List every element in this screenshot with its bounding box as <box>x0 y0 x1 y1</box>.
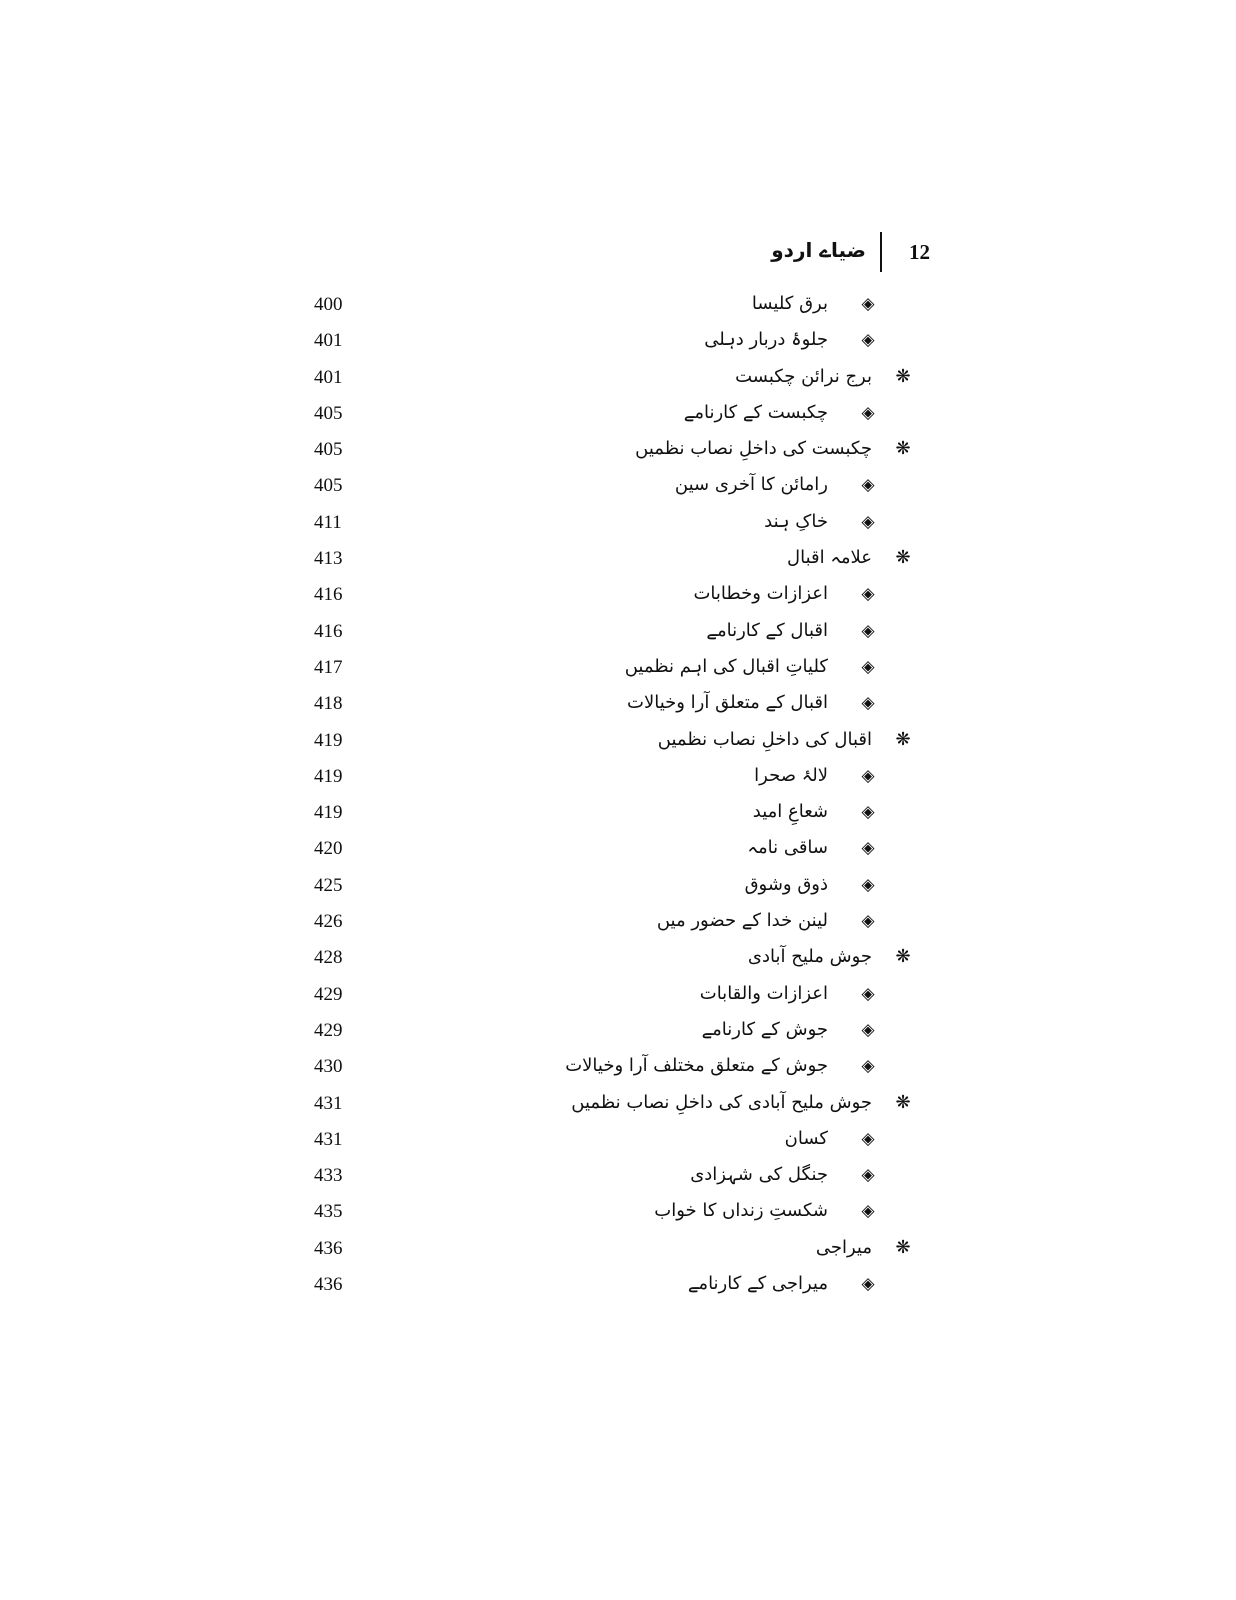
toc-entry-row <box>0 617 1236 653</box>
toc-heading-row <box>0 435 1236 471</box>
toc-entry-row <box>0 290 1236 326</box>
toc-entry-title: جلوۂ دربار دہلی <box>704 329 828 351</box>
toc-page-number: 416 <box>314 620 343 642</box>
toc-page-number: 411 <box>314 511 342 533</box>
toc-page-number: 419 <box>314 765 343 787</box>
toc-entry-title: لینن خدا کے حضور میں <box>656 910 828 932</box>
diamond-bullet-icon: ◈ <box>861 620 875 641</box>
toc-heading-row <box>0 363 1236 399</box>
diamond-bullet-icon: ◈ <box>861 802 875 823</box>
toc-entry-title: جنگل کی شہزادی <box>690 1164 828 1186</box>
toc-page-number: 405 <box>314 439 343 461</box>
toc-entry-row <box>0 762 1236 798</box>
toc-entry-title: اقبال کے متعلق آرا وخیالات <box>627 692 828 714</box>
header-divider <box>880 232 882 272</box>
toc-entry-title: برج نرائن چکبست <box>735 365 872 387</box>
toc-page-number: 429 <box>314 983 343 1005</box>
diamond-bullet-icon: ◈ <box>861 475 875 496</box>
toc-entry-title: اعزازات وخطابات <box>693 583 828 605</box>
toc-entry-title: برق کلیسا <box>751 293 828 314</box>
toc-entry-title: شکستِ زنداں کا خواب <box>654 1200 828 1222</box>
toc-page-number: 413 <box>314 548 343 570</box>
toc-entry-title: جوش کے کارنامے <box>701 1018 828 1040</box>
toc-page-number: 428 <box>314 947 343 969</box>
toc-entry-row <box>0 471 1236 507</box>
toc-entry-row <box>0 980 1236 1016</box>
toc-page-number: 419 <box>314 729 343 751</box>
toc-entry-title: چکبست کی داخلِ نصاب نظمیں <box>635 438 872 460</box>
toc-entry-row <box>0 798 1236 834</box>
diamond-bullet-icon: ◈ <box>861 1019 875 1040</box>
toc-entry-row <box>0 580 1236 616</box>
diamond-bullet-icon: ◈ <box>861 1056 875 1077</box>
toc-entry-title: خاکِ ہند <box>764 510 828 532</box>
toc-entry-row <box>0 871 1236 907</box>
toc-entry-row <box>0 1197 1236 1233</box>
toc-page-number: 436 <box>314 1237 343 1259</box>
toc-page-number: 416 <box>314 584 343 606</box>
toc-entry-row <box>0 326 1236 362</box>
toc-entry-title: شعاعِ امید <box>752 801 828 823</box>
toc-entry-title: جوش ملیح آبادی <box>747 946 872 968</box>
diamond-bullet-icon: ◈ <box>861 1128 875 1149</box>
toc-page-number: 425 <box>314 874 343 896</box>
toc-page-number: 431 <box>314 1092 343 1114</box>
diamond-bullet-icon: ◈ <box>861 838 875 859</box>
diamond-bullet-icon: ◈ <box>861 1201 875 1222</box>
toc-heading-row <box>0 726 1236 762</box>
toc-entry-title: رامائن کا آخری سین <box>674 474 828 496</box>
toc-page-number: 436 <box>314 1274 343 1296</box>
diamond-bullet-icon: ◈ <box>861 911 875 932</box>
toc-entry-title: چکبست کے کارنامے <box>683 401 828 423</box>
diamond-bullet-icon: ◈ <box>861 294 875 314</box>
toc-entry-row <box>0 907 1236 943</box>
diamond-bullet-icon: ◈ <box>861 656 875 677</box>
toc-entry-title: کسان <box>784 1127 828 1149</box>
toc-entry-title: جوش ملیح آبادی کی داخلِ نصاب نظمیں <box>571 1091 872 1113</box>
toc-entry-row <box>0 1125 1236 1161</box>
toc-entry-title: کلیاتِ اقبال کی اہم نظمیں <box>624 655 828 677</box>
toc-page-number: 431 <box>314 1128 343 1150</box>
toc-page-number: 405 <box>314 402 343 424</box>
toc-entry-row <box>0 399 1236 435</box>
toc-page-number: 426 <box>314 911 343 933</box>
toc-entry-row <box>0 508 1236 544</box>
toc-entry-title: جوش کے متعلق مختلف آرا وخیالات <box>565 1055 828 1077</box>
toc-page-number: 417 <box>314 656 343 678</box>
toc-entry-row <box>0 1052 1236 1088</box>
diamond-bullet-icon: ◈ <box>861 1274 875 1295</box>
toc-page-number: 420 <box>314 838 343 860</box>
toc-entry-title: ذوق وشوق <box>744 873 828 895</box>
toc-entry-title: میراجی کے کارنامے <box>687 1273 828 1295</box>
toc-page-number: 418 <box>314 693 343 715</box>
page-number: 12 <box>909 240 930 264</box>
page-header <box>700 232 930 274</box>
asterism-bullet-icon: ❋ <box>895 946 911 968</box>
diamond-bullet-icon: ◈ <box>861 874 875 895</box>
toc-entry-title: علامہ اقبال <box>787 547 872 569</box>
toc-entry-title: لالۂ صحرا <box>754 764 828 786</box>
toc-page-number: 435 <box>314 1201 343 1223</box>
toc-heading-row <box>0 544 1236 580</box>
asterism-bullet-icon: ❋ <box>895 728 911 750</box>
toc-entry-row <box>0 834 1236 870</box>
toc-heading-row <box>0 1089 1236 1125</box>
toc-entry-title: اقبال کے کارنامے <box>706 619 828 641</box>
diamond-bullet-icon: ◈ <box>861 511 875 532</box>
toc-heading-row <box>0 943 1236 979</box>
toc-heading-row <box>0 1234 1236 1270</box>
toc-page-number: 430 <box>314 1056 343 1078</box>
asterism-bullet-icon: ❋ <box>895 1236 911 1258</box>
diamond-bullet-icon: ◈ <box>861 402 875 423</box>
diamond-bullet-icon: ◈ <box>861 1165 875 1186</box>
toc-page-number: 419 <box>314 802 343 824</box>
asterism-bullet-icon: ❋ <box>895 547 911 569</box>
toc-entry-row <box>0 653 1236 689</box>
diamond-bullet-icon: ◈ <box>861 330 875 351</box>
toc-entry-title: میراجی <box>815 1236 872 1258</box>
running-title: ضیاے اردو <box>771 238 866 262</box>
toc-entry-row <box>0 1270 1236 1306</box>
toc-page-number: 429 <box>314 1019 343 1041</box>
toc-page-number: 400 <box>314 294 343 315</box>
toc-entry-row <box>0 689 1236 725</box>
toc-page-number: 433 <box>314 1165 343 1187</box>
toc-entry-row <box>0 1161 1236 1197</box>
toc-page-number: 405 <box>314 475 343 497</box>
asterism-bullet-icon: ❋ <box>895 1091 911 1113</box>
asterism-bullet-icon: ❋ <box>895 438 911 460</box>
diamond-bullet-icon: ◈ <box>861 765 875 786</box>
toc-entry-title: ساقی نامہ <box>747 837 828 859</box>
asterism-bullet-icon: ❋ <box>895 365 911 387</box>
toc-page-number: 401 <box>314 330 343 352</box>
diamond-bullet-icon: ◈ <box>861 983 875 1004</box>
diamond-bullet-icon: ◈ <box>861 584 875 605</box>
table-of-contents <box>0 290 1236 1306</box>
toc-entry-title: اقبال کی داخلِ نصاب نظمیں <box>657 728 872 750</box>
diamond-bullet-icon: ◈ <box>861 693 875 714</box>
toc-page-number: 401 <box>314 366 343 388</box>
toc-entry-row <box>0 1016 1236 1052</box>
toc-entry-title: اعزازات والقابات <box>699 982 828 1004</box>
